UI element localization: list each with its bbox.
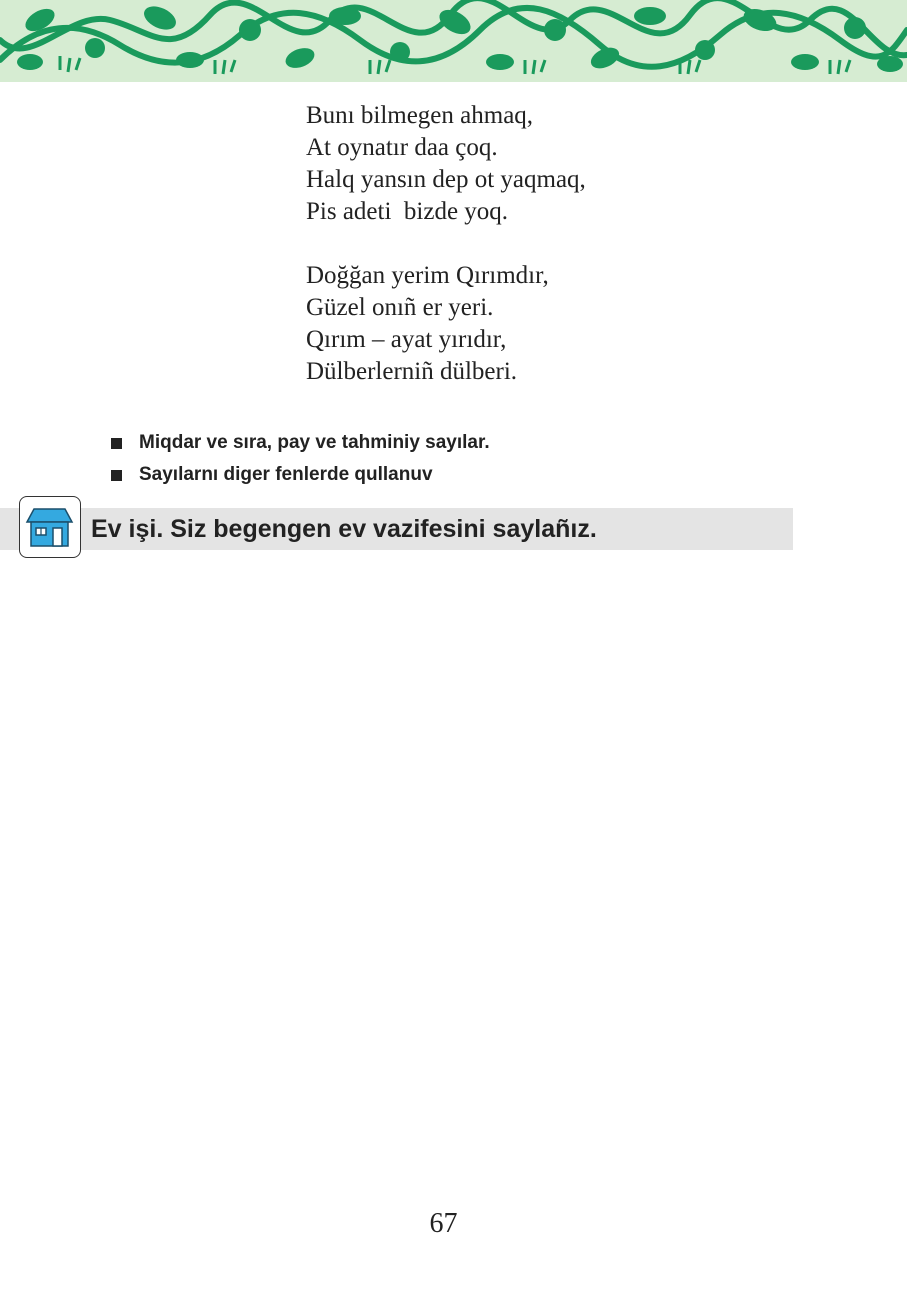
poem-stanza — [306, 260, 586, 388]
bullet-square-icon — [111, 438, 122, 449]
list-item — [108, 459, 490, 491]
floral-ornament-icon — [0, 0, 907, 82]
list-item-text: Sayılarnı diger fenlerde qullanuv — [139, 464, 433, 485]
poem-line: Doğğan yerim Qırımdır, — [306, 262, 549, 289]
poem-line: Dülberlerniñ dülberi. — [306, 358, 518, 385]
house-icon — [19, 496, 81, 558]
poem-line: Güzel onıñ er yeri. — [306, 294, 494, 321]
poem-line: At oynatır daa çoq. — [306, 134, 498, 161]
page-number: 67 — [429, 1208, 458, 1239]
poem-line: Bunı bilmegen ahmaq, — [306, 102, 534, 129]
poem — [306, 100, 586, 388]
list-item — [108, 427, 490, 459]
decorative-banner — [0, 0, 907, 82]
homework-title: Ev işi. Siz begengen ev vazifesini saylañız. — [91, 515, 597, 543]
bullet-square-icon — [111, 470, 122, 481]
poem-line: Qırım – ayat yırıdır, — [306, 326, 507, 353]
poem-stanza — [306, 100, 586, 228]
topic-list — [108, 427, 490, 491]
poem-line: Halq yansın dep ot yaqmaq, — [306, 166, 586, 193]
list-item-text: Miqdar ve sıra, pay ve tahminiy sayılar. — [139, 432, 490, 453]
poem-line: Pis adeti bizde yoq. — [306, 198, 509, 225]
